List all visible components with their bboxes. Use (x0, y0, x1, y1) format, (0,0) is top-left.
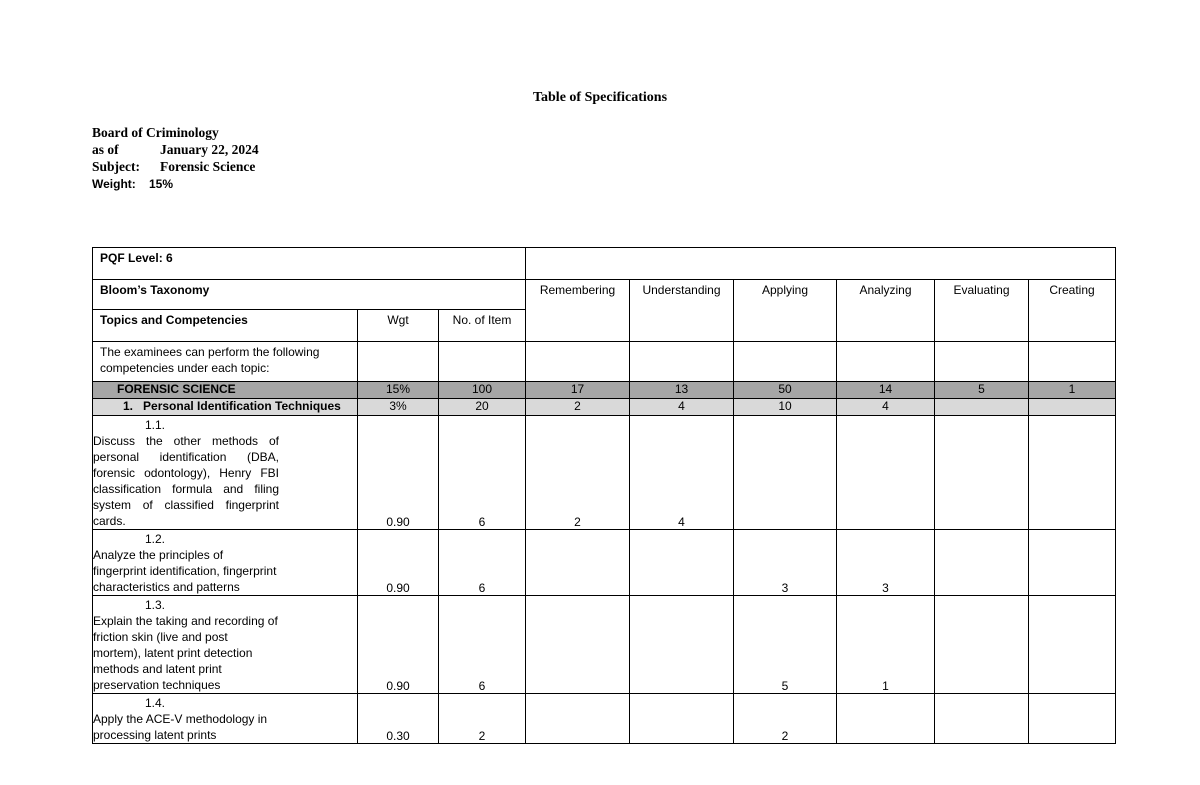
as-of-line (92, 141, 259, 158)
blooms-row (93, 280, 1116, 310)
competency-analyzing (837, 416, 935, 530)
blank-cell (935, 342, 1029, 382)
section-evaluating: 5 (935, 382, 1029, 399)
section-creating: 1 (1029, 382, 1116, 399)
blank-cell (439, 342, 526, 382)
competency-items: 6 (439, 530, 526, 596)
topic-remembering: 2 (526, 399, 630, 416)
competency-row (93, 694, 1116, 744)
competency-items: 6 (439, 596, 526, 694)
competency-description (93, 530, 358, 596)
blank-cell (837, 342, 935, 382)
competency-evaluating (935, 416, 1029, 530)
competency-text: Analyze the principles of fingerprint identification, fingerprint characteristics and patterns (93, 548, 277, 594)
pqf-blank-cell (526, 248, 1116, 280)
competency-text: Apply the ACE-V methodology in processing latent prints (93, 712, 268, 742)
blooms-taxonomy-label: Bloom’s Taxonomy (93, 280, 526, 310)
as-of-value: January 22, 2024 (160, 142, 259, 157)
competency-evaluating (935, 694, 1029, 744)
competency-creating (1029, 596, 1116, 694)
competency-understanding (630, 530, 734, 596)
header-info (92, 124, 259, 193)
competency-number: 1.2. (144, 532, 165, 546)
intro-row (93, 342, 1116, 382)
competency-description (93, 596, 358, 694)
competency-creating (1029, 416, 1116, 530)
weight-line (92, 175, 259, 193)
topic-applying: 10 (734, 399, 837, 416)
section-name: FORENSIC SCIENCE (93, 382, 358, 399)
level-analyzing: Analyzing (837, 280, 935, 342)
level-evaluating: Evaluating (935, 280, 1029, 342)
competency-description (93, 694, 358, 744)
competency-remembering (526, 694, 630, 744)
section-analyzing: 14 (837, 382, 935, 399)
competency-applying: 5 (734, 596, 837, 694)
competency-row (93, 596, 1116, 694)
subject-line (92, 158, 259, 175)
weight-value: 15% (149, 177, 174, 191)
as-of-label: as of (92, 142, 119, 157)
topic-items: 20 (439, 399, 526, 416)
competency-wgt: 0.90 (358, 596, 439, 694)
blank-cell (734, 342, 837, 382)
blank-cell (358, 342, 439, 382)
competency-number: 1.1. (144, 418, 165, 432)
pqf-row (93, 248, 1116, 280)
level-creating: Creating (1029, 280, 1116, 342)
competency-remembering (526, 530, 630, 596)
competency-creating (1029, 694, 1116, 744)
topics-header: Topics and Competencies (93, 310, 358, 342)
section-applying: 50 (734, 382, 837, 399)
competency-understanding: 4 (630, 416, 734, 530)
competency-evaluating (935, 530, 1029, 596)
competency-row (93, 530, 1116, 596)
topic-row (93, 399, 1116, 416)
subject-value: Forensic Science (160, 159, 256, 174)
competency-items: 6 (439, 416, 526, 530)
pqf-level: PQF Level: 6 (93, 248, 526, 280)
topic-evaluating (935, 399, 1029, 416)
specifications-table (92, 247, 1116, 744)
section-wgt: 15% (358, 382, 439, 399)
board-line (92, 124, 259, 141)
competency-wgt: 0.90 (358, 416, 439, 530)
competency-applying: 3 (734, 530, 837, 596)
section-items: 100 (439, 382, 526, 399)
topic-name: 1. Personal Identification Techniques (93, 399, 358, 416)
blank-cell (1029, 342, 1116, 382)
competency-items: 2 (439, 694, 526, 744)
level-remembering: Remembering (526, 280, 630, 342)
level-understanding: Understanding (630, 280, 734, 342)
topic-creating (1029, 399, 1116, 416)
section-row (93, 382, 1116, 399)
blank-cell (526, 342, 630, 382)
competency-analyzing: 1 (837, 596, 935, 694)
competency-creating (1029, 530, 1116, 596)
topic-wgt: 3% (358, 399, 439, 416)
competency-text: Explain the taking and recording of friction skin (live and post mortem), latent print detection methods and latent print preservation techniques (93, 614, 278, 692)
document-title: Table of Specifications (532, 90, 668, 105)
competency-understanding (630, 596, 734, 694)
intro-text: The examinees can perform the following competencies under each topic: (93, 342, 358, 382)
blank-cell (630, 342, 734, 382)
section-remembering: 17 (526, 382, 630, 399)
topic-understanding: 4 (630, 399, 734, 416)
competency-wgt: 0.90 (358, 530, 439, 596)
topic-analyzing: 4 (837, 399, 935, 416)
competency-analyzing: 3 (837, 530, 935, 596)
competency-evaluating (935, 596, 1029, 694)
items-header: No. of Item (439, 310, 526, 342)
board-name: Board of Criminology (92, 125, 219, 140)
competency-remembering (526, 596, 630, 694)
competency-wgt: 0.30 (358, 694, 439, 744)
wgt-header: Wgt (358, 310, 439, 342)
competency-applying: 2 (734, 694, 837, 744)
competency-remembering: 2 (526, 416, 630, 530)
competency-number: 1.3. (144, 598, 165, 612)
weight-label: Weight: (92, 177, 136, 191)
competency-row (93, 416, 1116, 530)
subject-label: Subject: (92, 159, 140, 174)
competency-text: Discuss the other methods of personal identification (DBA, forensic odontology), Henry FBI classification formula and filing system of classified fingerprint cards. (93, 434, 279, 528)
competency-analyzing (837, 694, 935, 744)
section-understanding: 13 (630, 382, 734, 399)
competency-applying (734, 416, 837, 530)
competency-number: 1.4. (144, 696, 165, 710)
level-applying: Applying (734, 280, 837, 342)
competency-description (93, 416, 358, 530)
competency-understanding (630, 694, 734, 744)
